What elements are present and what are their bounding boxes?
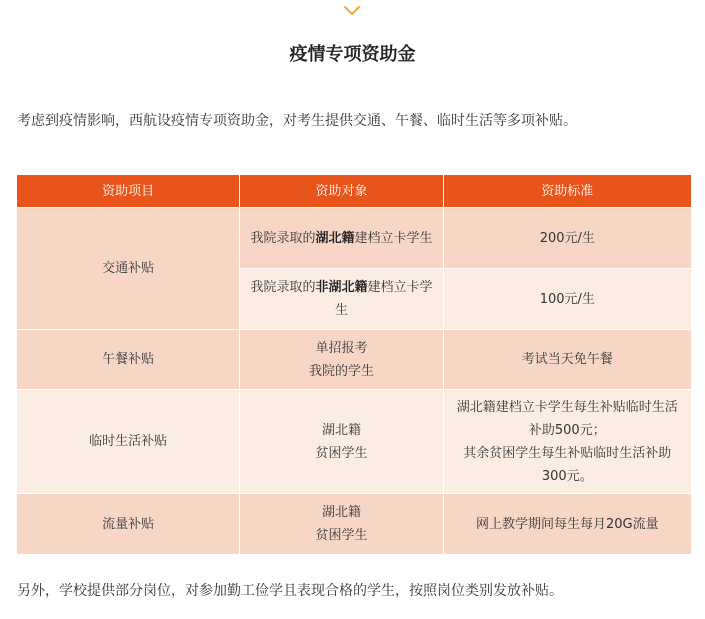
- cell-standard-data: 网上教学期间每生每月20G流量: [443, 494, 691, 555]
- table-row: [17, 390, 692, 494]
- target-text-post: 建档立卡学生: [334, 280, 433, 318]
- cell-target-traffic-nonhubei: [240, 269, 443, 330]
- cell-target-lunch: [240, 330, 443, 390]
- cell-target-traffic-hubei: [240, 208, 443, 269]
- table-header-row: [17, 175, 692, 208]
- target-text-pre: 我院录取的: [250, 230, 316, 246]
- target-line: 贫困学生: [315, 528, 368, 543]
- subsidy-table: [16, 174, 692, 555]
- table-row: [17, 208, 692, 269]
- chevron-down-icon: [343, 5, 361, 17]
- cell-item-traffic: 交通补贴: [17, 208, 240, 330]
- table-row: [17, 494, 692, 555]
- cell-standard-lunch: 考试当天免午餐: [443, 330, 691, 390]
- header-target: 资助对象: [240, 175, 443, 208]
- cell-item-lunch: 午餐补贴: [17, 330, 240, 390]
- target-line: 我院的学生: [308, 363, 374, 379]
- target-text-bold: 湖北籍: [315, 230, 355, 246]
- cell-standard-traffic-hubei: 200元/生: [443, 208, 691, 269]
- section-title: 疫情专项资助金: [284, 40, 422, 70]
- target-text-bold: 非湖北籍: [315, 280, 368, 295]
- standard-line: 其余贫困学生每生补贴临时生活补助300元。: [463, 445, 672, 484]
- target-line: 湖北籍: [321, 422, 361, 438]
- header-item: 资助项目: [17, 175, 240, 208]
- cell-target-living: [240, 390, 443, 494]
- header-standard: 资助标准: [443, 175, 691, 208]
- target-text-pre: 我院录取的: [250, 280, 316, 295]
- outro-paragraph: 另外，学校提供部分岗位，对参加勤工俭学且表现合格的学生，按照岗位类别发放补贴。: [17, 583, 563, 599]
- target-line: 单招报考: [315, 340, 368, 356]
- cell-target-data: [240, 494, 443, 555]
- table-row: [17, 330, 692, 390]
- intro-paragraph: 考虑到疫情影响，西航设疫情专项资助金，对考生提供交通、午餐、临时生活等多项补贴。: [17, 113, 577, 129]
- section-title-wrap: [0, 40, 705, 70]
- target-text-post: 建档立卡学生: [354, 230, 433, 246]
- standard-line: 湖北籍建档立卡学生每生补贴临时生活补助500元；: [456, 399, 678, 438]
- cell-standard-traffic-nonhubei: 100元/生: [443, 269, 691, 330]
- cell-standard-living: [443, 390, 691, 494]
- target-line: 贫困学生: [315, 445, 368, 461]
- target-line: 湖北籍: [321, 505, 361, 520]
- cell-item-living: 临时生活补贴: [17, 390, 240, 494]
- cell-item-data: 流量补贴: [17, 494, 240, 555]
